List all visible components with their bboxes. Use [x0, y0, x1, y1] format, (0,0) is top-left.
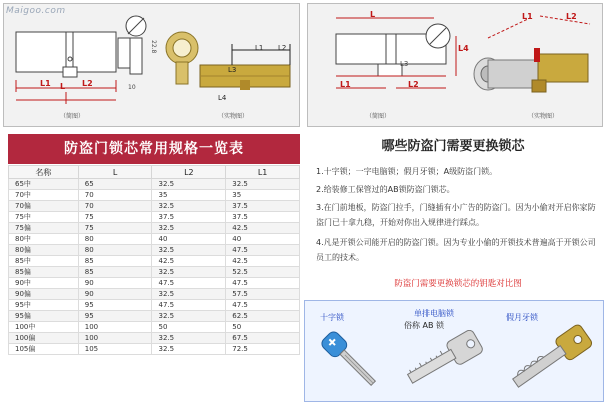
computer-key-icon [400, 330, 492, 400]
table-cell: 32.5 [226, 179, 300, 190]
table-header: L2 [152, 166, 226, 179]
dim-label: L1 [522, 12, 533, 21]
table-cell: 105偏 [9, 344, 79, 355]
dim-label: L1 [340, 80, 351, 89]
table-cell: 95偏 [9, 311, 79, 322]
table-row [9, 333, 300, 344]
dim-label: L3 [228, 66, 237, 74]
table-cell: 32.5 [152, 245, 226, 256]
dim-label: 22.8 [150, 40, 157, 54]
table-row [9, 212, 300, 223]
table-cell: 47.5 [152, 278, 226, 289]
table-cell: 42.5 [226, 256, 300, 267]
table-cell: 67.5 [226, 333, 300, 344]
table-cell: 62.5 [226, 311, 300, 322]
table-cell: 100 [78, 333, 152, 344]
table-cell: 47.5 [226, 300, 300, 311]
table-cell: 47.5 [226, 245, 300, 256]
dim-label: L2 [566, 12, 577, 21]
table-row [9, 278, 300, 289]
table-cell: 85偏 [9, 267, 79, 278]
table-cell: 32.5 [152, 289, 226, 300]
table-cell: 70中 [9, 190, 79, 201]
table-cell: 37.5 [226, 201, 300, 212]
table-cell: 90偏 [9, 289, 79, 300]
table-row [9, 322, 300, 333]
table-cell: 70偏 [9, 201, 79, 212]
table-cell: 47.5 [152, 300, 226, 311]
table-title: 防盗门锁芯常用规格一览表 [8, 134, 300, 164]
table-cell: 32.5 [152, 267, 226, 278]
table-cell: 37.5 [152, 212, 226, 223]
cross-key-icon [312, 322, 392, 400]
paragraph-2: 2.给装修工保管过的AB锁防盗门锁芯。 [316, 185, 455, 194]
dim-label: L4 [218, 94, 227, 102]
dim-label: L2 [408, 80, 419, 89]
table-header: L [78, 166, 152, 179]
key-label-computer-sub: 俗称 AB 锁 [404, 321, 445, 330]
table-cell: 90 [78, 278, 152, 289]
table-cell: 80偏 [9, 245, 79, 256]
table-row [9, 245, 300, 256]
table-cell: 95中 [9, 300, 79, 311]
table-row [9, 256, 300, 267]
dim-label: L1 [40, 79, 51, 88]
table-cell: 75偏 [9, 223, 79, 234]
table-cell: 65中 [9, 179, 79, 190]
dim-label: L [60, 82, 66, 91]
table-row [9, 234, 300, 245]
lock-cylinder-sketch-right [316, 10, 476, 110]
section-title: 哪些防盗门需要更换锁芯 [381, 139, 525, 154]
table-cell: 52.5 [226, 267, 300, 278]
dim-label: L1 [255, 44, 264, 52]
key-label-cross: 十字锁 [320, 313, 344, 322]
table-cell: 32.5 [152, 201, 226, 212]
table-cell: 75中 [9, 212, 79, 223]
crescent-key-icon [498, 318, 602, 400]
table-row [9, 190, 300, 201]
table-cell: 100中 [9, 322, 79, 333]
key-label-computer: 单排电脑锁 [414, 309, 454, 318]
dim-label: L3 [400, 60, 409, 68]
spec-table [8, 165, 300, 355]
table-cell: 80 [78, 245, 152, 256]
table-cell: 75 [78, 212, 152, 223]
table-row [9, 289, 300, 300]
table-row [9, 300, 300, 311]
table-cell: 40 [152, 234, 226, 245]
watermark: Maigoo.com [6, 6, 66, 16]
dim-label: 10 [128, 84, 136, 91]
dim-label: L [370, 10, 376, 19]
table-cell: 100偏 [9, 333, 79, 344]
table-cell: 42.5 [226, 223, 300, 234]
table-cell: 80中 [9, 234, 79, 245]
paragraph-1: 1.十字锁；一字电脑锁；假月牙锁；A级防盗门锁。 [316, 167, 498, 176]
table-header-row [9, 166, 300, 179]
lock-cylinder-photo-right [470, 8, 600, 108]
key-label-crescent: 假月牙锁 [506, 313, 538, 322]
table-cell: 85 [78, 267, 152, 278]
caption: （简图） [366, 113, 391, 120]
table-header: L1 [226, 166, 300, 179]
table-cell: 85 [78, 256, 152, 267]
table-cell: 35 [152, 190, 226, 201]
table-row [9, 311, 300, 322]
table-cell: 40 [226, 234, 300, 245]
table-cell: 32.5 [152, 333, 226, 344]
table-cell: 80 [78, 234, 152, 245]
table-cell: 57.5 [226, 289, 300, 300]
dim-label: L4 [458, 44, 469, 53]
table-cell: 42.5 [152, 256, 226, 267]
table-cell: 100 [78, 322, 152, 333]
table-header: 名称 [9, 166, 79, 179]
compare-title: 防盗门需要更换锁芯的钥匙对比图 [394, 279, 522, 289]
table-body [9, 179, 300, 355]
table-cell: 95 [78, 300, 152, 311]
caption: （简图） [60, 113, 85, 120]
table-cell: 105 [78, 344, 152, 355]
table-cell: 70 [78, 201, 152, 212]
paragraph-4: 4.凡是开锁公司能开启的防盗门锁。因为专业小偷的开锁技术普遍高于开锁公司员工的技术。 [316, 238, 596, 262]
table-cell: 72.5 [226, 344, 300, 355]
lock-cylinder-sketch-side [118, 8, 158, 108]
table-cell: 35 [226, 190, 300, 201]
table-cell: 90中 [9, 278, 79, 289]
table-cell: 70 [78, 190, 152, 201]
table-cell: 32.5 [152, 179, 226, 190]
table-cell: 32.5 [152, 344, 226, 355]
dim-label: L2 [82, 79, 93, 88]
table-row [9, 179, 300, 190]
table-cell: 32.5 [152, 311, 226, 322]
table-cell: 32.5 [152, 223, 226, 234]
caption: （实物图） [528, 113, 559, 120]
table-cell: 47.5 [226, 278, 300, 289]
table-cell: 50 [226, 322, 300, 333]
table-cell: 65 [78, 179, 152, 190]
lock-cylinder-photo-left [160, 10, 296, 110]
caption: （实物图） [218, 113, 249, 120]
table-row [9, 201, 300, 212]
table-cell: 90 [78, 289, 152, 300]
table-row [9, 223, 300, 234]
paragraph-3: 3.在门前地板，防盗门拉手，门缝插有小广告的防盗门。因为小偷对开启你家防盗门已十拿九稳，开始对你出入规律进行踩点。 [316, 203, 596, 227]
table-cell: 95 [78, 311, 152, 322]
dim-label: L2 [278, 44, 287, 52]
table-cell: 75 [78, 223, 152, 234]
table-row [9, 344, 300, 355]
table-row [9, 267, 300, 278]
table-cell: 37.5 [226, 212, 300, 223]
table-cell: 50 [152, 322, 226, 333]
table-cell: 85中 [9, 256, 79, 267]
